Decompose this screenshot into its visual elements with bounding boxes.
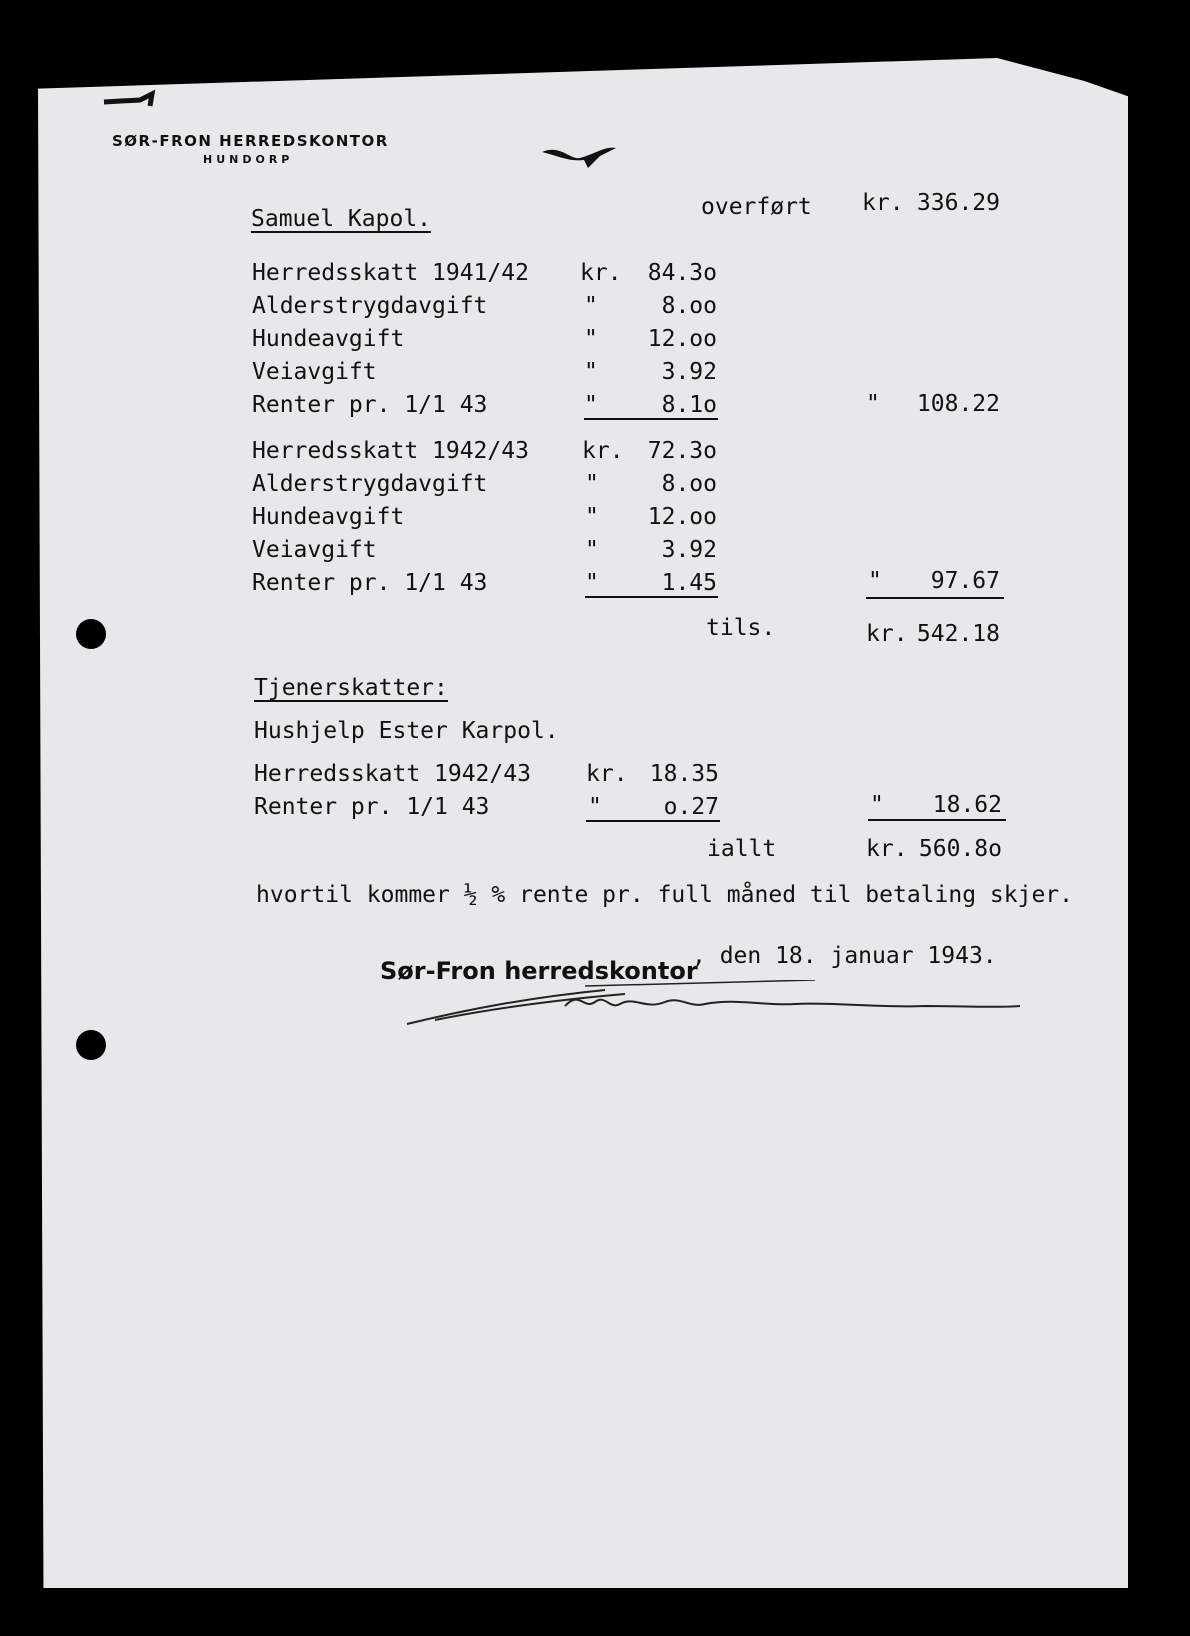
servants-total: 18.62	[932, 792, 1002, 818]
group1-row2-unit: "	[584, 293, 598, 319]
punch-hole-bottom	[76, 1030, 106, 1060]
handwritten-signature	[405, 980, 1025, 1040]
group2-row4-label: Veiavgift	[252, 537, 377, 563]
group2-row4-unit: "	[585, 537, 599, 563]
group1-sum-rule	[584, 418, 718, 420]
subtotal-label: tils.	[706, 615, 776, 641]
interest-note: hvortil kommer ½ % rente pr. full måned til betaling skjer.	[256, 882, 1073, 908]
grand-total-amount: 560.8o	[918, 836, 1002, 862]
signoff-office: Sør-Fron herredskontor	[380, 957, 698, 985]
servants-row1-label: Herredsskatt 1942/43	[254, 761, 531, 787]
ink-blot-mark	[540, 140, 620, 180]
group1-row5-unit: "	[584, 392, 598, 418]
servants-total-rule	[868, 819, 1006, 821]
group2-sum-rule	[585, 596, 718, 598]
document-page	[38, 58, 1128, 1588]
signoff-date: , den 18. januar 1943.	[692, 943, 997, 969]
total-rule	[866, 597, 1004, 599]
group2-row4-amount: 3.92	[661, 537, 717, 563]
group1-row4-unit: "	[584, 359, 598, 385]
servants-heading: Tjenerskatter:	[254, 675, 448, 701]
servants-sum-rule	[586, 820, 720, 822]
group1-total-mark: "	[866, 391, 880, 417]
pen-stroke-mark	[100, 88, 160, 112]
group1-row2-label: Alderstrygdavgift	[252, 293, 488, 319]
group1-row4-amount: 3.92	[661, 359, 717, 385]
servants-row2-label: Renter pr. 1/1 43	[254, 794, 490, 820]
group1-row1-amount: 84.3o	[647, 260, 717, 286]
letterhead-office: SØR-FRON HERREDSKONTOR	[112, 132, 389, 150]
carried-label: overført	[701, 194, 812, 220]
group1-row4-label: Veiavgift	[252, 359, 377, 385]
group2-row3-unit: "	[585, 504, 599, 530]
group1-row2-amount: 8.oo	[661, 293, 717, 319]
grand-total-currency: kr.	[866, 836, 908, 862]
group2-row3-amount: 12.oo	[647, 504, 717, 530]
group2-row1-amount: 72.3o	[647, 438, 717, 464]
servants-row1-amount: 18.35	[649, 761, 719, 787]
servants-row2-amount: o.27	[663, 794, 719, 820]
group1-total: 108.22	[916, 391, 1000, 417]
letterhead-place: HUNDORP	[203, 153, 294, 166]
group1-row1-label: Herredsskatt 1941/42	[252, 260, 529, 286]
group2-row3-label: Hundeavgift	[252, 504, 405, 530]
group1-row1-unit: kr.	[580, 260, 622, 286]
servants-row2-unit: "	[588, 794, 602, 820]
group2-row2-label: Alderstrygdavgift	[252, 471, 488, 497]
group2-row2-amount: 8.oo	[661, 471, 717, 497]
group1-row3-label: Hundeavgift	[252, 326, 405, 352]
carried-currency: kr.	[862, 190, 904, 216]
punch-hole-top	[76, 619, 106, 649]
carried-amount: 336.29	[916, 190, 1000, 216]
group1-row5-amount: 8.1o	[661, 392, 717, 418]
group2-row1-label: Herredsskatt 1942/43	[252, 438, 529, 464]
group2-total: 97.67	[930, 568, 1000, 594]
group2-row2-unit: "	[585, 471, 599, 497]
grand-total-label: iallt	[707, 836, 777, 862]
subtotal-currency: kr.	[866, 621, 908, 647]
group1-row3-unit: "	[584, 326, 598, 352]
group2-row1-unit: kr.	[582, 438, 624, 464]
group1-row5-label: Renter pr. 1/1 43	[252, 392, 488, 418]
group2-row5-unit: "	[585, 570, 599, 596]
group2-total-mark: "	[868, 568, 882, 594]
servants-row1-unit: kr.	[586, 761, 628, 787]
servants-person: Hushjelp Ester Karpol.	[254, 718, 559, 744]
group1-row3-amount: 12.oo	[647, 326, 717, 352]
group2-row5-amount: 1.45	[661, 570, 717, 596]
subtotal-amount: 542.18	[916, 621, 1000, 647]
recipient-name: Samuel Kapol.	[251, 206, 432, 232]
group2-row5-label: Renter pr. 1/1 43	[252, 570, 488, 596]
servants-total-mark: "	[870, 792, 884, 818]
